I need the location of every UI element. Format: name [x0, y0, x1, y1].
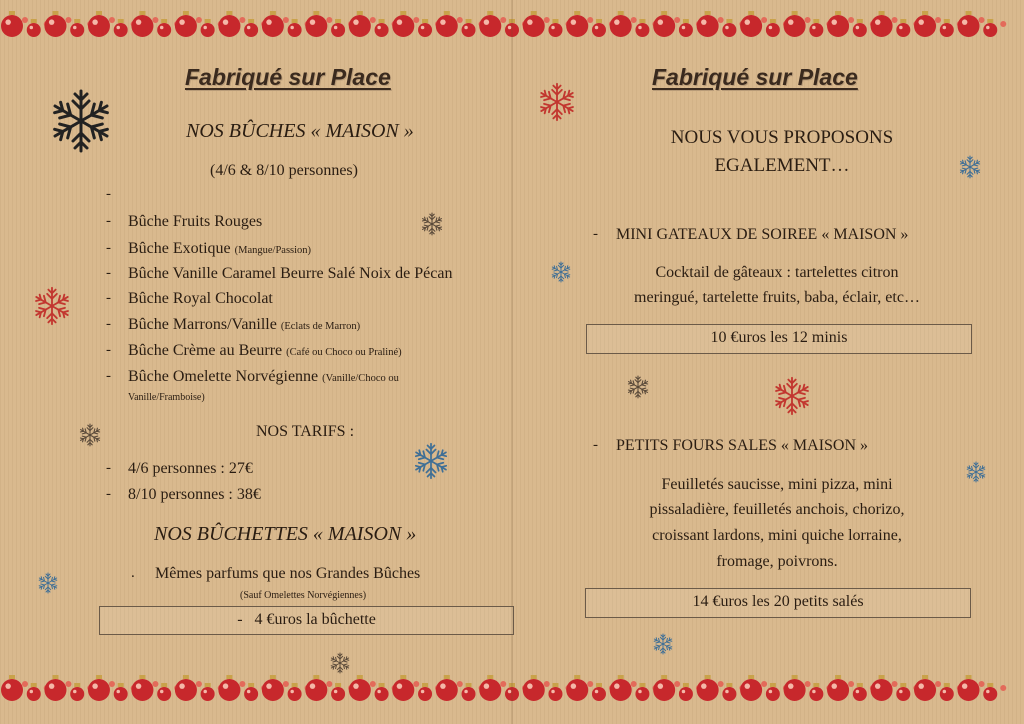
- snowflake-icon: [550, 261, 572, 283]
- buche-item: Bûche Marrons/Vanille (Eclats de Marron): [128, 316, 361, 333]
- snowflake-icon: [412, 442, 450, 480]
- snowflake-icon: [78, 423, 102, 447]
- bullet-dash: -: [106, 186, 111, 202]
- intro-line-2: EGALEMENT…: [714, 155, 850, 176]
- tarif-item: 8/10 personnes : 38€: [128, 486, 261, 503]
- petits-line: Feuilletés saucisse, mini pizza, mini: [661, 476, 893, 493]
- left-page: Fabriqué sur Place NOS BÛCHES « MAISON » (4/6 & 8/10 personnes) - - Bûche Fruits Rouges - Bûche Exotique (Mangue/Passion) - Bûche Vanille Caramel Beurre Salé Noix de Pécan - Bûche Royal Chocolat - Bûche Marrons/Vanille (Eclats de Marron) - Bûche Crème au Beurre (Café ou Choco ou Praliné) - Bûche Omelette Norvégienne (Vanille/Choco ou Vanille/Framboise) NOS TARIFS : - 4/6 personnes : 27€ - 8/10 personnes : 38€ NOS BÛCHETTES « MAISON » . Mêmes parfums que nos Grandes Bûches (Sauf Omelettes Norvégiennes) - 4 €uros la bûchette: [0, 0, 512, 724]
- buche-item: Bûche Fruits Rouges: [128, 213, 263, 230]
- snowflake-icon: [772, 376, 812, 416]
- snowflake-icon: [626, 375, 650, 399]
- snowflake-icon: [420, 212, 444, 236]
- snowflake-icon: [652, 633, 674, 655]
- buche-item: Bûche Vanille Caramel Beurre Salé Noix de Pécan: [128, 265, 453, 282]
- buchettes-note: (Sauf Omelettes Norvégiennes): [240, 590, 367, 601]
- buchettes-price: - 4 €uros la bûchette: [237, 611, 376, 628]
- left-title: Fabriqué sur Place: [185, 64, 391, 90]
- petits-line: pissaladière, feuilletés anchois, chorizo,: [649, 501, 905, 518]
- buche-item: Bûche Crème au Beurre (Café ou Choco ou Praliné): [128, 342, 402, 359]
- buches-heading: NOS BÛCHES « MAISON »: [186, 120, 414, 142]
- buche-item: Bûche Royal Chocolat: [128, 290, 273, 307]
- mini-price-box: [586, 324, 972, 354]
- tarif-item: 4/6 personnes : 27€: [128, 460, 253, 477]
- snowflake-icon: [48, 88, 114, 154]
- buche-item-detail: Vanille/Framboise): [128, 392, 205, 403]
- petits-price-box: [585, 588, 971, 618]
- buche-item: Bûche Omelette Norvégienne (Vanille/Choco ou: [128, 368, 399, 385]
- mini-heading: MINI GATEAUX DE SOIREE « MAISON »: [616, 226, 909, 243]
- petits-price: 14 €uros les 20 petits salés: [692, 593, 864, 610]
- buchettes-price-box: [99, 606, 514, 635]
- buche-item: Bûche Exotique (Mangue/Passion): [128, 240, 312, 257]
- snowflake-icon: [537, 82, 577, 122]
- buches-people: (4/6 & 8/10 personnes): [210, 162, 358, 179]
- snowflake-icon: [965, 461, 987, 483]
- buchettes-heading: NOS BÛCHETTES « MAISON »: [154, 523, 417, 545]
- buchettes-text: Mêmes parfums que nos Grandes Bûches: [155, 565, 421, 582]
- snowflake-icon: [329, 652, 351, 674]
- right-title: Fabriqué sur Place: [652, 64, 858, 90]
- intro-line-1: NOUS VOUS PROPOSONS: [670, 127, 894, 148]
- snowflake-icon: [958, 155, 982, 179]
- mini-line-1: Cocktail de gâteaux : tartelettes citron: [655, 264, 899, 281]
- tarifs-heading: NOS TARIFS :: [256, 423, 355, 440]
- snowflake-icon: [32, 286, 72, 326]
- right-page: Fabriqué sur Place NOUS VOUS PROPOSONS EGALEMENT… - MINI GATEAUX DE SOIREE « MAISON » Cocktail de gâteaux : tartelettes citron meringué, tartelette fruits, baba, éclair, etc… 10 €uros les 12 minis - PETITS FOURS SALES « MAISON » Feuilletés saucisse, mini pizza, mini pissaladière, feuilletés anchois, chorizo, croissant lardons, mini quiche lorraine, fromage, poivrons. 14 €uros les 20 petits salés: [512, 0, 1024, 724]
- petits-line: fromage, poivrons.: [716, 553, 838, 570]
- petits-heading: PETITS FOURS SALES « MAISON »: [616, 437, 869, 454]
- mini-price: 10 €uros les 12 minis: [710, 329, 848, 346]
- petits-line: croissant lardons, mini quiche lorraine,: [652, 527, 902, 544]
- snowflake-icon: [37, 572, 59, 594]
- mini-line-2: meringué, tartelette fruits, baba, éclair, etc…: [634, 289, 920, 306]
